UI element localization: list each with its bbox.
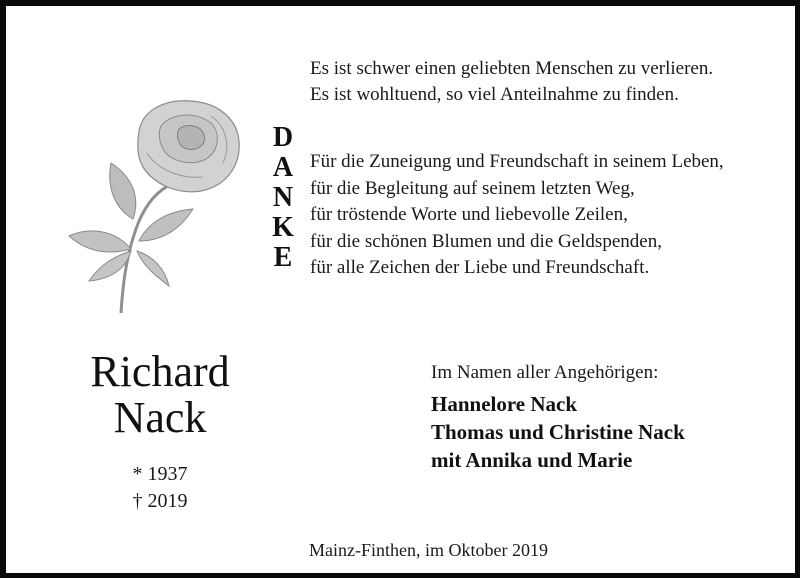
signer-line: Hannelore Nack	[431, 392, 578, 416]
acrostic-letter: E	[273, 242, 293, 273]
verse-line: für alle Zeichen der Liebe und Freundschaft.	[310, 257, 650, 278]
verse-line: für tröstende Worte und liebevolle Zeilen,	[310, 204, 628, 225]
signoff-label: Im Namen aller Angehörigen:	[431, 362, 659, 383]
first-name: Richard	[90, 347, 230, 396]
acrostic-letter: D	[272, 122, 294, 153]
signer-line: mit Annika und Marie	[431, 448, 633, 472]
danke-acrostic	[268, 123, 298, 273]
rose-icon	[61, 91, 241, 316]
birth-year: * 1937	[132, 463, 188, 485]
signer-names	[431, 390, 685, 474]
signer-line: Thomas und Christine Nack	[431, 420, 685, 444]
deceased-name	[50, 349, 270, 441]
thank-you-verses	[310, 149, 724, 282]
intro-line: Es ist wohltuend, so viel Anteilnahme zu finden.	[310, 84, 679, 105]
acrostic-letter: N	[272, 182, 294, 213]
acrostic-letter: K	[272, 212, 294, 243]
intro-text	[310, 56, 713, 108]
verse-line: Für die Zuneigung und Freundschaft in seinem Leben,	[310, 151, 724, 172]
verse-line: für die schönen Blumen und die Geldspenden,	[310, 230, 662, 252]
place-date: Mainz-Finthen, im Oktober 2019	[309, 540, 548, 560]
acrostic-letter: A	[272, 152, 294, 183]
life-dates	[50, 461, 270, 515]
verse-line: für die Begleitung auf seinem letzten Weg,	[310, 177, 635, 199]
last-name: Nack	[113, 393, 207, 442]
intro-line: Es ist schwer einen geliebten Menschen zu verlieren.	[310, 58, 714, 79]
death-year: † 2019	[132, 490, 188, 512]
